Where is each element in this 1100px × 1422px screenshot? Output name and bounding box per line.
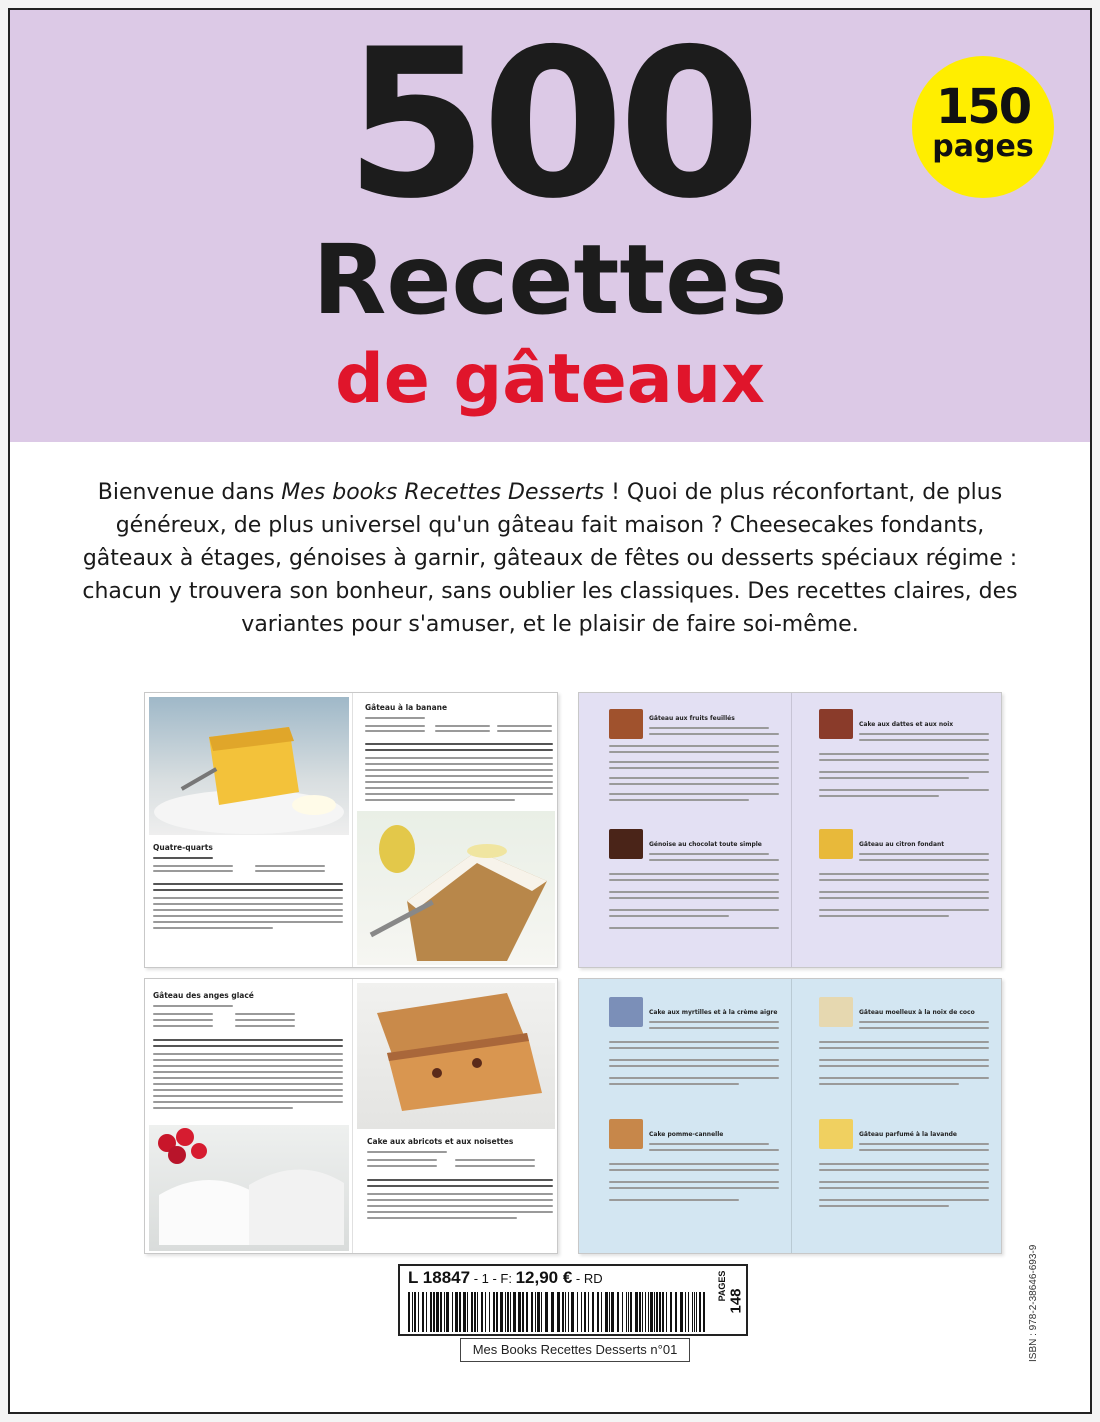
text-line (609, 777, 779, 779)
barcode-stripe (692, 1292, 693, 1332)
text-line (819, 1065, 989, 1067)
barcode-stripe (513, 1292, 516, 1332)
barcode-stripe (666, 1292, 667, 1332)
text-line (609, 1083, 739, 1085)
text-line (609, 879, 779, 881)
barcode-stripe (670, 1292, 672, 1332)
text-line (649, 1021, 779, 1023)
barcode-stripe (422, 1292, 424, 1332)
text-line (367, 1217, 517, 1219)
recipe-thumbnail (609, 709, 643, 739)
barcode (408, 1292, 708, 1332)
barcode-stripe (471, 1292, 473, 1332)
text-line (609, 1187, 779, 1189)
barcode-stripe (659, 1292, 661, 1332)
text-line (609, 767, 779, 769)
text-line (609, 1163, 779, 1165)
text-line (859, 1027, 989, 1029)
text-line (153, 915, 343, 917)
text-line (153, 927, 273, 929)
barcode-stripe (412, 1292, 413, 1332)
text-line (819, 879, 989, 881)
text-line (609, 915, 729, 917)
text-line (367, 1205, 553, 1207)
barcode-stripe (477, 1292, 478, 1332)
page-count-number: 148 (727, 1288, 745, 1314)
sample-spread-fruits (578, 692, 1002, 968)
text-line (153, 1107, 293, 1109)
text-line (153, 909, 343, 911)
sample-spread-myrtilles (578, 978, 1002, 1254)
barcode-stripe (699, 1292, 701, 1332)
barcode-stripe (571, 1292, 574, 1332)
text-line (255, 870, 325, 872)
barcode-stripe (493, 1292, 495, 1332)
text-line (153, 1005, 233, 1007)
text-line (649, 733, 779, 735)
page-count-label: PAGES (717, 1270, 727, 1302)
recipe-title: Génoise au chocolat toute simple (649, 841, 762, 848)
barcode-stripe (648, 1292, 649, 1332)
text-line (367, 1185, 553, 1187)
barcode-stripe (522, 1292, 524, 1332)
barcode-stripe (650, 1292, 653, 1332)
title-band (10, 10, 1090, 442)
text-line (435, 730, 490, 732)
barcode-stripe (418, 1292, 419, 1332)
intro-paragraph (80, 476, 1020, 641)
barcode-stripe (703, 1292, 705, 1332)
barcode-stripe (639, 1292, 641, 1332)
text-line (609, 783, 779, 785)
barcode-stripe (452, 1292, 453, 1332)
text-line (153, 865, 233, 867)
recipe-title: Cake aux myrtilles et à la crème aigre (649, 1009, 778, 1016)
recipe-title: Gâteau moelleux à la noix de coco (859, 1009, 975, 1016)
barcode-stripe (694, 1292, 695, 1332)
barcode-stripe (551, 1292, 554, 1332)
barcode-stripe (626, 1292, 627, 1332)
text-line (859, 739, 989, 741)
text-line (153, 1045, 343, 1047)
text-line (819, 1187, 989, 1189)
isbn: ISBN : 978-2-38646-693-9 (1028, 1244, 1039, 1362)
text-line (153, 1059, 343, 1061)
barcode-stripe (592, 1292, 594, 1332)
back-cover (8, 8, 1092, 1414)
text-line (153, 1019, 213, 1021)
text-line (819, 1205, 949, 1207)
text-line (649, 853, 769, 855)
spread-title: Gâteau à la banane (365, 703, 448, 712)
text-line (367, 1165, 437, 1167)
text-line (819, 1059, 989, 1061)
text-line (153, 1101, 343, 1103)
text-line (609, 927, 779, 929)
text-line (649, 727, 769, 729)
text-line (255, 865, 325, 867)
text-line (859, 733, 989, 735)
text-line (609, 1065, 779, 1067)
barcode-stripe (622, 1292, 623, 1332)
recipe-title: Gâteau parfumé à la lavande (859, 1131, 957, 1138)
intro-text-rest: ! Quoi de plus réconfortant, de plus généreux, de plus universel qu'un gâteau fait maison ? Cheesecakes fondants, gâteaux à étages, génoises à garnir, gâteaux de fêtes ou desserts spéciaux régime : chacun y trouvera son bonheur, sans oublier les classiques. Des recettes claires, des variantes pour s'amuser, et le plaisir de faire soi-même. (82, 480, 1018, 637)
text-line (153, 1039, 343, 1041)
barcode-stripe (611, 1292, 614, 1332)
recipe-title: Cake pomme-cannelle (649, 1131, 724, 1138)
text-line (819, 1047, 989, 1049)
text-line (153, 1025, 213, 1027)
price: 12,90 € (515, 1268, 573, 1287)
text-line (609, 1077, 779, 1079)
text-line (153, 1065, 343, 1067)
spread-title: Gâteau des anges glacé (153, 991, 254, 1000)
recipe-thumbnail (819, 709, 853, 739)
text-line (153, 1089, 343, 1091)
text-line (819, 1169, 989, 1171)
barcode-stripe (675, 1292, 677, 1332)
text-line (497, 725, 552, 727)
text-line (367, 1151, 447, 1153)
barcode-stripe (630, 1292, 632, 1332)
intro-text-start: Bienvenue dans (97, 480, 282, 505)
text-line (819, 795, 939, 797)
sample-spread-banane (144, 692, 558, 968)
barcode-stripe (426, 1292, 427, 1332)
text-line (365, 799, 515, 801)
text-line (609, 873, 779, 875)
recipe-thumbnail (609, 829, 643, 859)
recipe-thumbnail (609, 997, 643, 1027)
cake-photo-anges (149, 1125, 349, 1251)
barcode-stripe (662, 1292, 664, 1332)
price-suffix: - RD (572, 1271, 603, 1286)
text-line (365, 717, 425, 719)
text-line (367, 1211, 553, 1213)
text-line (609, 799, 749, 801)
barcode-stripe (446, 1292, 449, 1332)
barcode-stripe (414, 1292, 416, 1332)
text-line (153, 1095, 343, 1097)
text-line (455, 1165, 535, 1167)
barcode-stripe (680, 1292, 683, 1332)
cake-photo-quatre-quarts (149, 697, 349, 835)
barcode-stripe (581, 1292, 582, 1332)
text-line (153, 1071, 343, 1073)
page-fold (791, 979, 792, 1253)
text-line (365, 793, 553, 795)
intro-book-name: Mes books Recettes Desserts (281, 480, 605, 505)
barcode-stripe (645, 1292, 646, 1332)
text-line (649, 859, 779, 861)
text-line (153, 889, 343, 891)
text-line (153, 1083, 343, 1085)
text-line (153, 1077, 343, 1079)
barcode-stripe (455, 1292, 458, 1332)
page-count-vertical (718, 1268, 746, 1334)
spread-title: Quatre-quarts (153, 843, 213, 852)
text-line (609, 1047, 779, 1049)
text-line (153, 857, 213, 859)
text-line (153, 921, 343, 923)
text-line (819, 777, 969, 779)
text-line (153, 1013, 213, 1015)
barcode-stripe (510, 1292, 511, 1332)
text-line (609, 897, 779, 899)
text-line (455, 1159, 535, 1161)
barcode-stripe (635, 1292, 638, 1332)
text-line (609, 1169, 779, 1171)
page-fold (352, 979, 353, 1253)
text-line (819, 759, 989, 761)
text-line (609, 793, 779, 795)
text-line (367, 1193, 553, 1195)
text-line (365, 781, 553, 783)
page-fold (791, 693, 792, 967)
recipe-title: Gâteau au citron fondant (859, 841, 945, 848)
recipe-title: Gâteau aux fruits feuillés (649, 715, 735, 722)
text-line (819, 915, 949, 917)
barcode-stripe (584, 1292, 586, 1332)
barcode-stripe (496, 1292, 498, 1332)
recipe-thumbnail (609, 1119, 643, 1149)
text-line (859, 859, 989, 861)
text-line (153, 883, 343, 885)
sample-spread-anges (144, 978, 558, 1254)
barcode-stripe (656, 1292, 658, 1332)
text-line (609, 751, 779, 753)
badge-number: 150 (935, 79, 1031, 135)
barcode-stripe (485, 1292, 486, 1332)
barcode-stripe (601, 1292, 602, 1332)
text-line (609, 761, 779, 763)
price-code (408, 1268, 603, 1288)
title-number: 500 (345, 8, 755, 244)
barcode-stripe (562, 1292, 564, 1332)
text-line (153, 903, 343, 905)
text-line (609, 1181, 779, 1183)
barcode-stripe (568, 1292, 569, 1332)
text-line (859, 1021, 989, 1023)
text-line (819, 1083, 959, 1085)
pages-badge (912, 56, 1054, 198)
text-line (609, 1199, 739, 1201)
barcode-stripe (609, 1292, 610, 1332)
text-line (609, 745, 779, 747)
text-line (859, 1149, 989, 1151)
text-line (609, 891, 779, 893)
barcode-stripe (597, 1292, 599, 1332)
text-line (649, 1143, 769, 1145)
text-line (365, 763, 553, 765)
barcode-stripe (535, 1292, 536, 1332)
barcode-stripe (507, 1292, 509, 1332)
text-line (435, 725, 490, 727)
text-line (365, 725, 425, 727)
text-line (153, 870, 233, 872)
barcode-stripe (463, 1292, 466, 1332)
text-line (649, 1149, 779, 1151)
barcode-stripe (628, 1292, 629, 1332)
text-line (819, 909, 989, 911)
text-line (367, 1159, 437, 1161)
barcode-stripe (654, 1292, 655, 1332)
barcode-stripe (617, 1292, 619, 1332)
series-label: Mes Books Recettes Desserts n°01 (460, 1338, 690, 1362)
text-line (819, 897, 989, 899)
text-line (819, 1077, 989, 1079)
barcode-stripe (440, 1292, 442, 1332)
text-line (819, 1163, 989, 1165)
barcode-stripe (685, 1292, 686, 1332)
recipe-thumbnail (819, 997, 853, 1027)
recipe-thumbnail (819, 1119, 853, 1149)
barcode-stripe (436, 1292, 439, 1332)
barcode-stripe (518, 1292, 521, 1332)
barcode-block (398, 1264, 748, 1336)
text-line (365, 787, 553, 789)
text-line (609, 909, 779, 911)
text-line (365, 769, 553, 771)
barcode-stripe (467, 1292, 468, 1332)
barcode-stripe (531, 1292, 533, 1332)
barcode-stripe (489, 1292, 490, 1332)
text-line (819, 1041, 989, 1043)
cake-photo-banane (357, 811, 555, 965)
text-line (235, 1013, 295, 1015)
text-line (497, 730, 552, 732)
text-line (819, 753, 989, 755)
recipe-title: Cake aux dattes et aux noix (859, 721, 954, 728)
text-line (819, 1181, 989, 1183)
cake-photo-abricots (357, 983, 555, 1129)
text-line (819, 1199, 989, 1201)
text-line (235, 1019, 295, 1021)
barcode-stripe (408, 1292, 410, 1332)
text-line (153, 1053, 343, 1055)
text-line (609, 1059, 779, 1061)
barcode-stripe (577, 1292, 578, 1332)
barcode-stripe (430, 1292, 432, 1332)
title-recettes: Recettes (312, 224, 788, 336)
barcode-stripe (696, 1292, 697, 1332)
barcode-stripe (500, 1292, 503, 1332)
text-line (235, 1025, 295, 1027)
barcode-stripe (537, 1292, 540, 1332)
barcode-stripe (588, 1292, 589, 1332)
barcode-stripe (505, 1292, 506, 1332)
barcode-stripe (541, 1292, 542, 1332)
barcode-stripe (526, 1292, 528, 1332)
barcode-stripe (433, 1292, 435, 1332)
text-line (819, 789, 989, 791)
barcode-stripe (557, 1292, 560, 1332)
barcode-stripe (545, 1292, 548, 1332)
badge-label: pages (932, 129, 1034, 164)
product-code: L 18847 (408, 1268, 471, 1287)
title-gateaux: de gâteaux (335, 340, 765, 419)
barcode-stripe (459, 1292, 461, 1332)
barcode-stripe (474, 1292, 476, 1332)
text-line (365, 757, 553, 759)
spread-title: Cake aux abricots et aux noisettes (367, 1137, 514, 1146)
page-fold (352, 693, 353, 967)
barcode-stripe (444, 1292, 445, 1332)
text-line (859, 853, 989, 855)
text-line (859, 1143, 989, 1145)
text-line (819, 873, 989, 875)
barcode-stripe (688, 1292, 689, 1332)
text-line (649, 1027, 779, 1029)
text-line (365, 730, 425, 732)
text-line (153, 897, 343, 899)
text-line (819, 771, 989, 773)
text-line (609, 1041, 779, 1043)
text-line (365, 775, 553, 777)
barcode-stripe (642, 1292, 643, 1332)
product-code-suffix: - 1 - F: (470, 1271, 516, 1286)
text-line (365, 743, 553, 745)
barcode-stripe (605, 1292, 608, 1332)
barcode-stripe (565, 1292, 566, 1332)
recipe-thumbnail (819, 829, 853, 859)
barcode-stripe (481, 1292, 483, 1332)
text-line (367, 1179, 553, 1181)
text-line (819, 891, 989, 893)
text-line (367, 1199, 553, 1201)
text-line (365, 749, 553, 751)
